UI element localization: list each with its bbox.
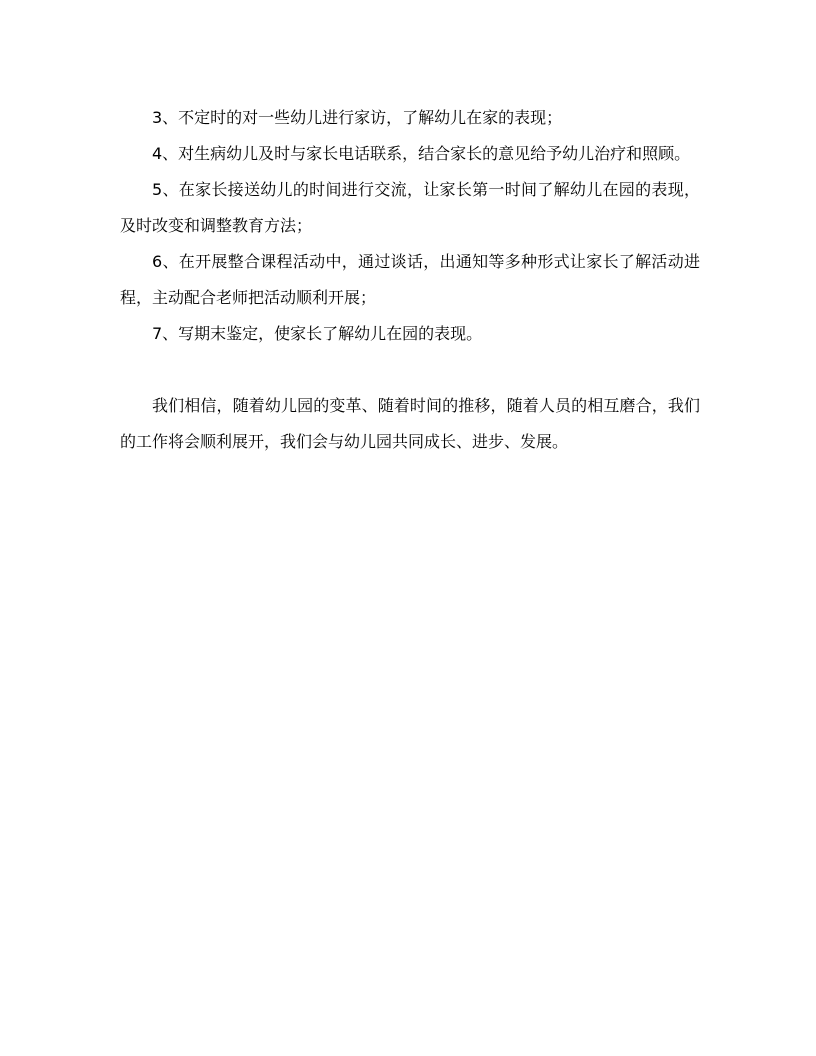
paragraph-item-3: 3、不定时的对一些幼儿进行家访，了解幼儿在家的表现； xyxy=(152,108,563,127)
paragraph-item-6: 6、在开展整合课程活动中，通过谈话，出通知等多种形式让家长了解活动进程，主动配合老师把活动顺利开展； xyxy=(120,252,700,307)
paragraph-item-4: 4、对生病幼儿及时与家长电话联系，结合家长的意见给予幼儿治疗和照顾。 xyxy=(152,144,691,163)
paragraph-item-7: 7、写期末鉴定，使家长了解幼儿在园的表现。 xyxy=(152,324,483,343)
paragraph-item-5: 5、在家长接送幼儿的时间进行交流，让家长第一时间了解幼儿在园的表现，及时改变和调整教育方法； xyxy=(120,180,700,235)
document-body xyxy=(120,100,700,460)
closing-paragraph: 我们相信，随着幼儿园的变革、随着时间的推移，随着人员的相互磨合，我们的工作将会顺利展开，我们会与幼儿园共同成长、进步、发展。 xyxy=(120,396,700,451)
